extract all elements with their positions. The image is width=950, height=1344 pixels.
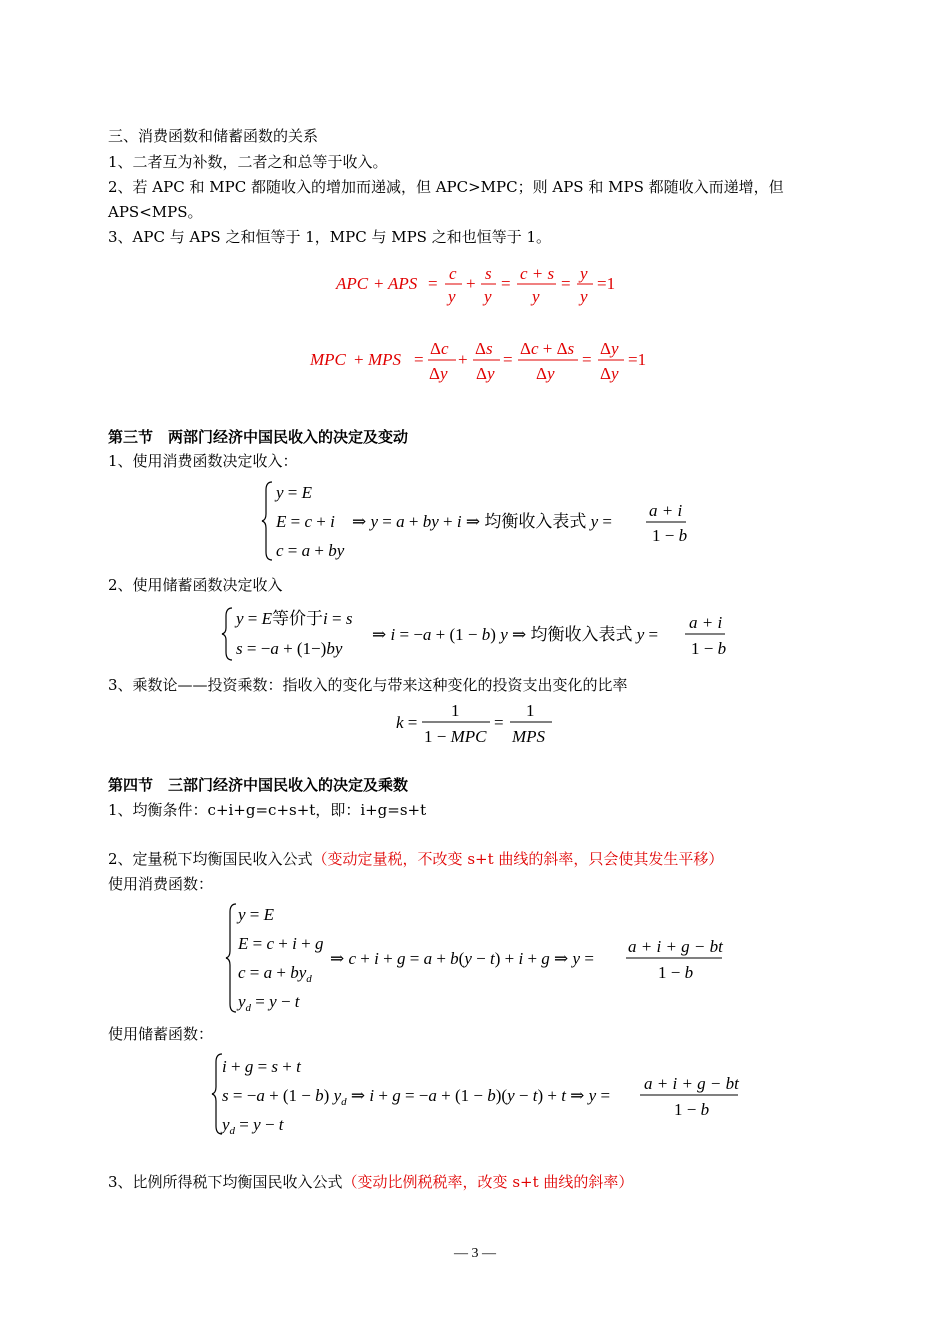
svg-text:c: c (449, 264, 457, 283)
paragraph: 使用储蓄函数： (108, 1025, 214, 1043)
svg-text:a + i: a + i (649, 501, 683, 520)
svg-text:c = a + byd: $c = a + by_d$ (238, 963, 312, 985)
svg-text:MPS: MPS (368, 350, 402, 369)
section-heading: 三、消费函数和储蓄函数的关系 (108, 127, 319, 145)
svg-text:k =: k = (396, 713, 418, 732)
svg-text:Δy: Δy (600, 364, 619, 383)
svg-text:1: 1 (451, 701, 460, 720)
svg-text:APS: APS (388, 274, 418, 293)
paragraph (108, 848, 723, 870)
svg-text:⇒ y = a + by + i ⇒ 均衡收入表式 y =: ⇒ y = a + by + i ⇒ 均衡收入表式 y = (352, 512, 612, 531)
equation-saving-system (222, 604, 742, 664)
svg-text:=: = (582, 350, 592, 369)
svg-text:E = c + i + g: E = c + i + g (238, 934, 324, 953)
svg-text:Δy: Δy (600, 339, 619, 358)
svg-text:+: + (466, 274, 476, 293)
paragraph: 2、若 APC 和 MPC 都随收入的增加而递减，但 APC>MPC；则 APS 和 MPS 都随收入而递增，但 (108, 178, 784, 196)
paragraph: 3、APC 与 APS 之和恒等于 1，MPC 与 MPS 之和也恒等于 1。 (108, 228, 552, 246)
svg-text:y = E等价于i = s: y = E等价于i = s (236, 609, 353, 628)
svg-text:+: + (354, 350, 364, 369)
paragraph: 1、均衡条件：c+i+g=c+s+t，即：i+g=s+t (108, 801, 427, 819)
svg-text:Δc + Δs: Δc + Δs (520, 339, 575, 358)
svg-text:y: y (580, 264, 588, 283)
svg-text:+: + (458, 350, 468, 369)
svg-text:i + g = s + t: i + g = s + t (222, 1057, 301, 1076)
svg-text:c = a + by: c = a + by (276, 541, 345, 560)
paragraph: APS<MPS。 (108, 203, 203, 221)
paragraph: 使用消费函数： (108, 875, 214, 893)
svg-text:=: = (501, 274, 511, 293)
paragraph: 1、二者互为补数，二者之和总等于收入。 (108, 153, 388, 171)
svg-text:=: = (414, 350, 424, 369)
svg-text:E = c + i: E = c + i (276, 512, 335, 531)
section-heading: 第三节 两部门经济中国民收入的决定及变动 (108, 428, 409, 446)
svg-text:⇒ c + i + g = a + b(y − t) + i: ⇒ c + i + g = a + b(y − t) + i + g ⇒ y = (330, 949, 594, 968)
equation-apc-aps (336, 262, 626, 312)
svg-text:c + s: c + s (520, 264, 555, 283)
svg-text:y: y (484, 287, 492, 306)
svg-text:s: s (485, 264, 492, 283)
svg-text:y = E: y = E (238, 905, 275, 924)
equation-multiplier (396, 700, 566, 750)
svg-text:y = E: y = E (276, 483, 313, 502)
svg-text:=1: =1 (628, 350, 647, 369)
svg-text:yd = y − t: $y_d = y - t$ (238, 992, 300, 1014)
svg-text:y: y (532, 287, 540, 306)
paragraph: 1、使用消费函数决定收入： (108, 452, 298, 470)
svg-text:a + i + g − bt: a + i + g − bt (628, 937, 723, 956)
svg-text:y: y (580, 287, 588, 306)
svg-text:a + i + g − bt: a + i + g − bt (644, 1074, 739, 1093)
paragraph-text: 2、定量税下均衡国民收入公式 (108, 850, 313, 868)
svg-text:a + i: a + i (689, 613, 723, 632)
svg-text:Δc: Δc (430, 339, 449, 358)
svg-text:MPS: MPS (512, 727, 546, 746)
svg-text:Δs: Δs (475, 339, 493, 358)
section-heading: 第四节 三部门经济中国民收入的决定及乘数 (108, 776, 409, 794)
svg-text:=: = (561, 274, 571, 293)
svg-text:=: = (503, 350, 513, 369)
svg-text:MPC: MPC (310, 350, 346, 369)
svg-text:⇒ i = −a + (1 − b) y ⇒ 均衡收入表式: ⇒ i = −a + (1 − b) y ⇒ 均衡收入表式 y = (372, 625, 659, 644)
svg-text:Δy: Δy (429, 364, 448, 383)
paragraph: 3、乘数论——投资乘数：指收入的变化与带来这种变化的投资支出变化的比率 (108, 676, 628, 694)
svg-text:Δy: Δy (536, 364, 555, 383)
svg-text:1 − MPC: 1 − MPC (424, 727, 487, 746)
svg-text:+: + (374, 274, 384, 293)
svg-text:1 − b: 1 − b (691, 639, 727, 658)
svg-text:Δy: Δy (476, 364, 495, 383)
svg-text:s = −a + (1 − b) yd ⇒ i + g =: s = −a + (1 − b) $y_d$ ⇒ i + g = −a + (1 − b)(y − t) + t ⇒ y = (222, 1086, 611, 1108)
page-number: — 3 — (454, 1246, 496, 1261)
paragraph-note: （变动比例税税率，改变 s+t 曲线的斜率） (342, 1173, 634, 1191)
equation-consumption-system (262, 478, 702, 564)
paragraph-note: （变动定量税，不改变 s+t 曲线的斜率，只会使其发生平移） (312, 850, 724, 868)
svg-text:=: = (428, 274, 438, 293)
svg-text:=: = (494, 713, 504, 732)
paragraph (108, 1171, 633, 1193)
equation-mpc-mps (310, 337, 650, 389)
svg-text:=1: =1 (597, 274, 616, 293)
svg-text:1: 1 (526, 701, 535, 720)
svg-text:1 − b: 1 − b (674, 1100, 710, 1119)
equation-consumption-3sector (226, 900, 746, 1016)
svg-text:1 − b: 1 − b (658, 963, 694, 982)
svg-text:y: y (448, 287, 456, 306)
svg-text:APC: APC (336, 274, 369, 293)
equation-saving-3sector (212, 1050, 752, 1138)
svg-text:yd = y − t: $y_d = y - t$ (222, 1115, 284, 1137)
paragraph-text: 3、比例所得税下均衡国民收入公式 (108, 1173, 343, 1191)
svg-text:1 − b: 1 − b (652, 526, 688, 545)
svg-text:s = −a + (1−)by: s = −a + (1−)by (236, 639, 343, 658)
paragraph: 2、使用储蓄函数决定收入 (108, 576, 283, 594)
